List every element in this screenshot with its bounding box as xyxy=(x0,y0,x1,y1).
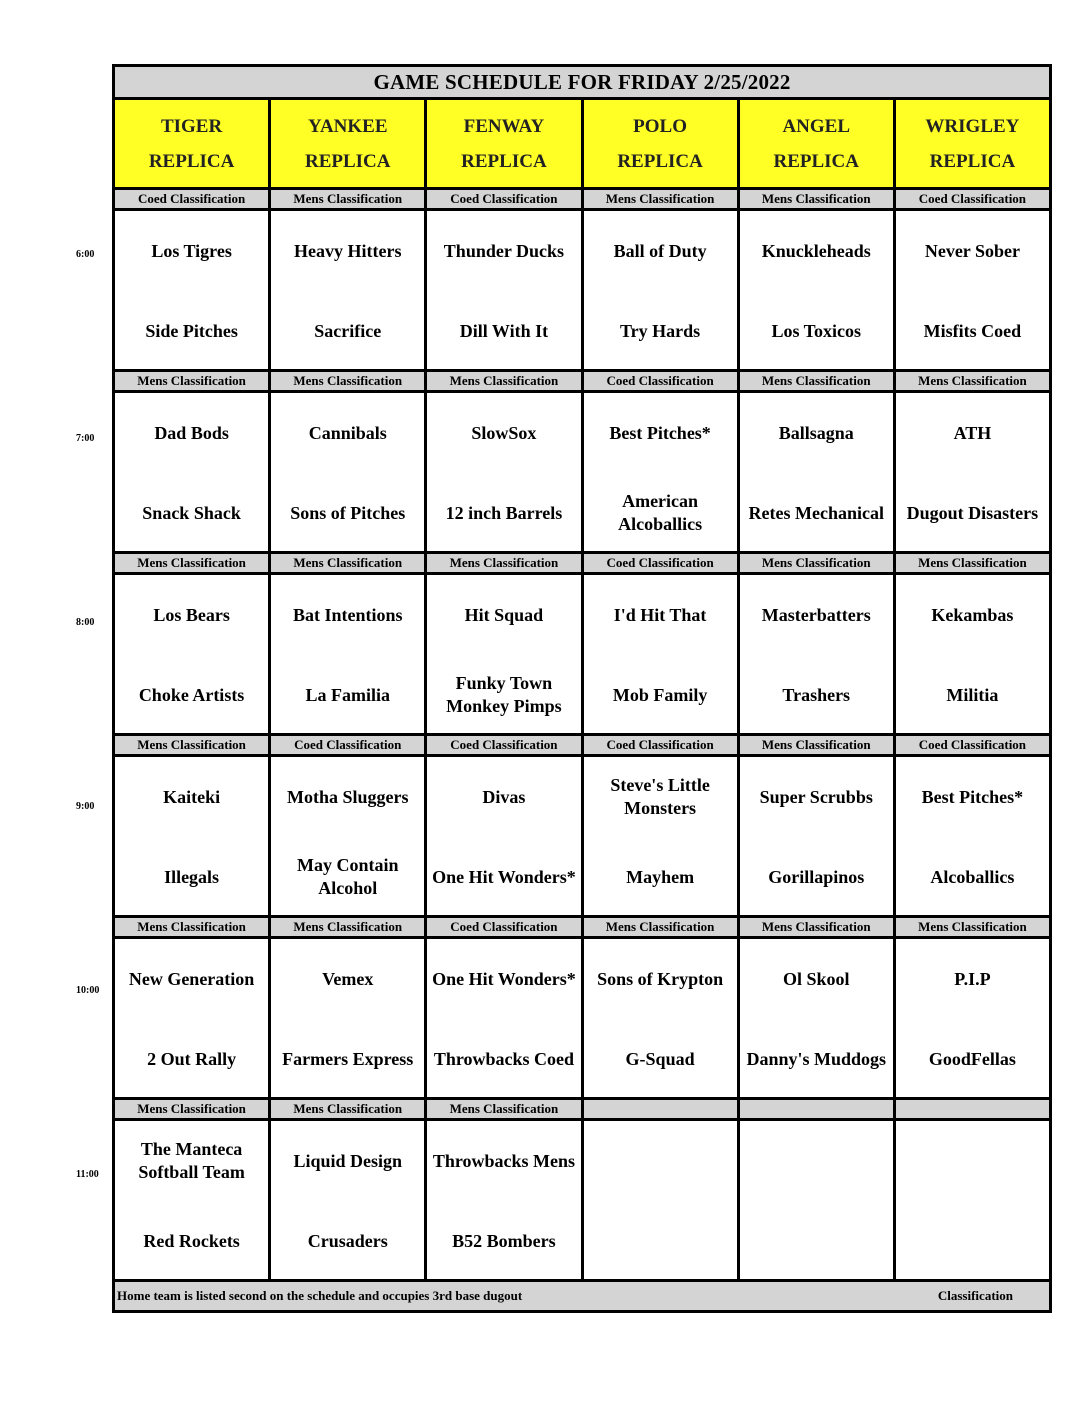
away-team: Ballsagna xyxy=(778,422,854,443)
game-row xyxy=(115,1121,1049,1282)
away-team: Bat Intentions xyxy=(292,604,403,625)
classification-row xyxy=(115,1100,1049,1121)
home-team: Alcoballics xyxy=(930,866,1015,887)
game-cell xyxy=(427,211,580,369)
home-team: Choke Artists xyxy=(138,684,245,705)
classification-cell: Mens Classification xyxy=(271,1100,424,1118)
game-cell xyxy=(896,1121,1049,1279)
field-type: REPLICA xyxy=(148,150,235,172)
game-cell xyxy=(115,393,268,551)
footer-classification-label: Classification xyxy=(937,1288,1013,1303)
home-team: GoodFellas xyxy=(928,1048,1016,1069)
classification-cell: Coed Classification xyxy=(427,918,580,936)
home-team: Snack Shack xyxy=(142,502,241,523)
away-team: Best Pitches* xyxy=(921,786,1024,807)
classification-cell: Mens Classification xyxy=(115,918,268,936)
field-type: REPLICA xyxy=(929,150,1016,172)
classification-cell: Mens Classification xyxy=(427,372,580,390)
game-row xyxy=(115,939,1049,1100)
home-team: 12 inch Barrels xyxy=(445,502,563,523)
away-team: Never Sober xyxy=(924,240,1020,261)
field-name: FENWAY xyxy=(463,115,545,137)
home-team xyxy=(584,1213,737,1269)
footer xyxy=(115,1282,1049,1310)
classification-cell: Mens Classification xyxy=(896,918,1049,936)
classification-cell: Mens Classification xyxy=(427,554,580,572)
classification-cell: Coed Classification xyxy=(427,736,580,754)
away-team: Knuckleheads xyxy=(761,240,871,261)
home-team: Funky Town Monkey Pimps xyxy=(446,673,562,716)
game-cell xyxy=(740,575,893,733)
game-cell xyxy=(427,393,580,551)
away-team: One Hit Wonders* xyxy=(432,968,576,989)
game-cell xyxy=(896,575,1049,733)
home-team: Los Toxicos xyxy=(771,320,862,341)
classification-cell: Mens Classification xyxy=(271,918,424,936)
classification-row xyxy=(115,190,1049,211)
time-label: 6:00 xyxy=(76,249,95,260)
home-team: American Alcoballics xyxy=(618,491,703,534)
game-cell xyxy=(115,575,268,733)
classification-cell: Mens Classification xyxy=(584,190,737,208)
game-cell xyxy=(584,757,737,915)
classification-cell: Mens Classification xyxy=(896,554,1049,572)
game-cell xyxy=(896,757,1049,915)
away-team: I'd Hit That xyxy=(613,604,707,625)
classification-cell xyxy=(896,1100,1049,1118)
home-team: May Contain Alcohol xyxy=(296,855,399,898)
field-type: REPLICA xyxy=(461,150,547,172)
home-team: Dugout Disasters xyxy=(906,502,1039,523)
away-team: P.I.P xyxy=(954,968,991,989)
classification-cell: Mens Classification xyxy=(271,190,424,208)
away-team: New Generation xyxy=(128,968,255,989)
field-header xyxy=(427,100,580,187)
field-header xyxy=(115,100,268,187)
away-team: Los Tigres xyxy=(151,240,232,261)
game-cell xyxy=(427,757,580,915)
field-name: ANGEL xyxy=(782,115,851,137)
away-team xyxy=(896,1133,1049,1189)
game-cell xyxy=(584,211,737,369)
classification-cell: Mens Classification xyxy=(115,1100,268,1118)
home-team: Misfits Coed xyxy=(923,320,1022,341)
time-label: 11:00 xyxy=(76,1169,99,1180)
game-cell xyxy=(115,1121,268,1279)
home-team: Side Pitches xyxy=(145,320,238,341)
away-team: Liquid Design xyxy=(293,1150,403,1171)
game-cell xyxy=(740,757,893,915)
classification-cell: Mens Classification xyxy=(271,372,424,390)
classification-cell: Coed Classification xyxy=(115,190,268,208)
game-cell xyxy=(740,393,893,551)
game-cell xyxy=(896,939,1049,1097)
classification-cell: Mens Classification xyxy=(115,554,268,572)
home-team: La Familia xyxy=(305,684,390,705)
classification-cell: Coed Classification xyxy=(584,372,737,390)
away-team: Divas xyxy=(482,786,526,807)
classification-cell: Mens Classification xyxy=(740,554,893,572)
away-team: Kaiteki xyxy=(163,786,221,807)
classification-cell: Coed Classification xyxy=(427,190,580,208)
game-cell xyxy=(740,1121,893,1279)
home-team: Sons of Pitches xyxy=(290,502,406,523)
away-team: Kekambas xyxy=(931,604,1014,625)
game-cell xyxy=(740,211,893,369)
home-team: Red Rockets xyxy=(143,1230,240,1251)
game-cell xyxy=(584,1121,737,1279)
classification-row xyxy=(115,554,1049,575)
away-team xyxy=(584,1133,737,1189)
field-type: REPLICA xyxy=(304,150,391,172)
footer-note: Home team is listed second on the schedule and occupies 3rd base dugout xyxy=(117,1288,523,1303)
away-team: Super Scrubbs xyxy=(759,786,873,807)
away-team: Masterbatters xyxy=(761,604,871,625)
classification-cell: Mens Classification xyxy=(427,1100,580,1118)
away-team: Thunder Ducks xyxy=(443,240,565,261)
away-team: Vemex xyxy=(322,968,374,989)
game-cell xyxy=(584,939,737,1097)
time-label: 10:00 xyxy=(76,985,100,996)
classification-cell: Coed Classification xyxy=(584,554,737,572)
away-team: Dad Bods xyxy=(154,422,229,443)
field-header-row xyxy=(115,100,1049,190)
game-cell xyxy=(584,575,737,733)
away-team xyxy=(740,1133,893,1189)
classification-cell: Coed Classification xyxy=(896,736,1049,754)
classification-row xyxy=(115,918,1049,939)
game-cell xyxy=(427,575,580,733)
classification-cell: Coed Classification xyxy=(584,736,737,754)
home-team: Crusaders xyxy=(307,1230,388,1251)
classification-cell: Mens Classification xyxy=(584,918,737,936)
field-name: WRIGLEY xyxy=(925,115,1020,137)
home-team: Try Hards xyxy=(619,320,701,341)
schedule-table xyxy=(112,64,1052,1313)
home-team: Throwbacks Coed xyxy=(433,1048,575,1069)
away-team: Hit Squad xyxy=(464,604,544,625)
game-cell xyxy=(271,1121,424,1279)
game-cell xyxy=(740,939,893,1097)
away-team: Sons of Krypton xyxy=(597,968,724,989)
game-row xyxy=(115,393,1049,554)
home-team: Farmers Express xyxy=(282,1048,414,1069)
time-label: 8:00 xyxy=(76,617,95,628)
home-team: Sacrifice xyxy=(314,320,382,341)
away-team: Motha Sluggers xyxy=(286,786,409,807)
home-team: Danny's Muddogs xyxy=(746,1048,887,1069)
game-cell xyxy=(271,393,424,551)
home-team: Mob Family xyxy=(612,684,708,705)
field-name: POLO xyxy=(633,115,687,137)
away-team: Ol Skool xyxy=(782,968,850,989)
field-type: REPLICA xyxy=(617,150,703,172)
classification-cell: Mens Classification xyxy=(115,736,268,754)
classification-cell xyxy=(584,1100,737,1118)
home-team: Dill With It xyxy=(459,320,549,341)
page-title: GAME SCHEDULE FOR FRIDAY 2/25/2022 xyxy=(115,67,1049,100)
away-team: Steve's Little Monsters xyxy=(610,775,710,818)
home-team: B52 Bombers xyxy=(452,1230,556,1251)
time-label: 7:00 xyxy=(76,433,95,444)
game-cell xyxy=(896,211,1049,369)
game-row xyxy=(115,757,1049,918)
game-cell xyxy=(115,211,268,369)
home-team: Trashers xyxy=(782,684,851,705)
game-cell xyxy=(271,575,424,733)
away-team: Throwbacks Mens xyxy=(432,1150,576,1171)
classification-cell: Coed Classification xyxy=(896,190,1049,208)
game-cell xyxy=(427,939,580,1097)
classification-cell: Mens Classification xyxy=(271,554,424,572)
away-team: ATH xyxy=(953,422,992,443)
classification-cell: Mens Classification xyxy=(896,372,1049,390)
classification-row xyxy=(115,736,1049,757)
home-team: 2 Out Rally xyxy=(147,1048,237,1069)
classification-cell: Mens Classification xyxy=(740,190,893,208)
classification-cell: Coed Classification xyxy=(271,736,424,754)
game-cell xyxy=(896,393,1049,551)
away-team: The Manteca Softball Team xyxy=(138,1139,245,1182)
field-name: TIGER xyxy=(160,115,223,137)
home-team: Gorillapinos xyxy=(768,866,865,887)
classification-cell: Mens Classification xyxy=(740,736,893,754)
field-header xyxy=(584,100,737,187)
home-team: G-Squad xyxy=(625,1048,695,1069)
game-cell xyxy=(271,939,424,1097)
home-team: Illegals xyxy=(164,866,220,887)
game-cell xyxy=(271,211,424,369)
field-type: REPLICA xyxy=(773,150,859,172)
away-team: Cannibals xyxy=(308,422,387,443)
field-header xyxy=(896,100,1049,187)
field-name: YANKEE xyxy=(307,115,388,137)
classification-cell xyxy=(740,1100,893,1118)
field-header xyxy=(271,100,424,187)
away-team: Best Pitches* xyxy=(609,422,711,443)
game-cell xyxy=(115,939,268,1097)
game-cell xyxy=(271,757,424,915)
home-team: Militia xyxy=(946,684,999,705)
home-team xyxy=(896,1213,1049,1269)
away-team: Heavy Hitters xyxy=(294,240,402,261)
away-team: Ball of Duty xyxy=(613,240,707,261)
game-cell xyxy=(427,1121,580,1279)
game-row xyxy=(115,211,1049,372)
game-row xyxy=(115,575,1049,736)
home-team xyxy=(740,1213,893,1269)
classification-row xyxy=(115,372,1049,393)
away-team: Los Bears xyxy=(153,604,230,625)
classification-cell: Mens Classification xyxy=(740,918,893,936)
classification-cell: Mens Classification xyxy=(740,372,893,390)
home-team: Mayhem xyxy=(626,866,695,887)
field-header xyxy=(740,100,893,187)
classification-cell: Mens Classification xyxy=(115,372,268,390)
home-team: Retes Mechanical xyxy=(748,502,884,523)
away-team: SlowSox xyxy=(471,422,537,443)
time-label: 9:00 xyxy=(76,801,95,812)
home-team: One Hit Wonders* xyxy=(432,866,576,887)
game-cell xyxy=(115,757,268,915)
game-cell xyxy=(584,393,737,551)
